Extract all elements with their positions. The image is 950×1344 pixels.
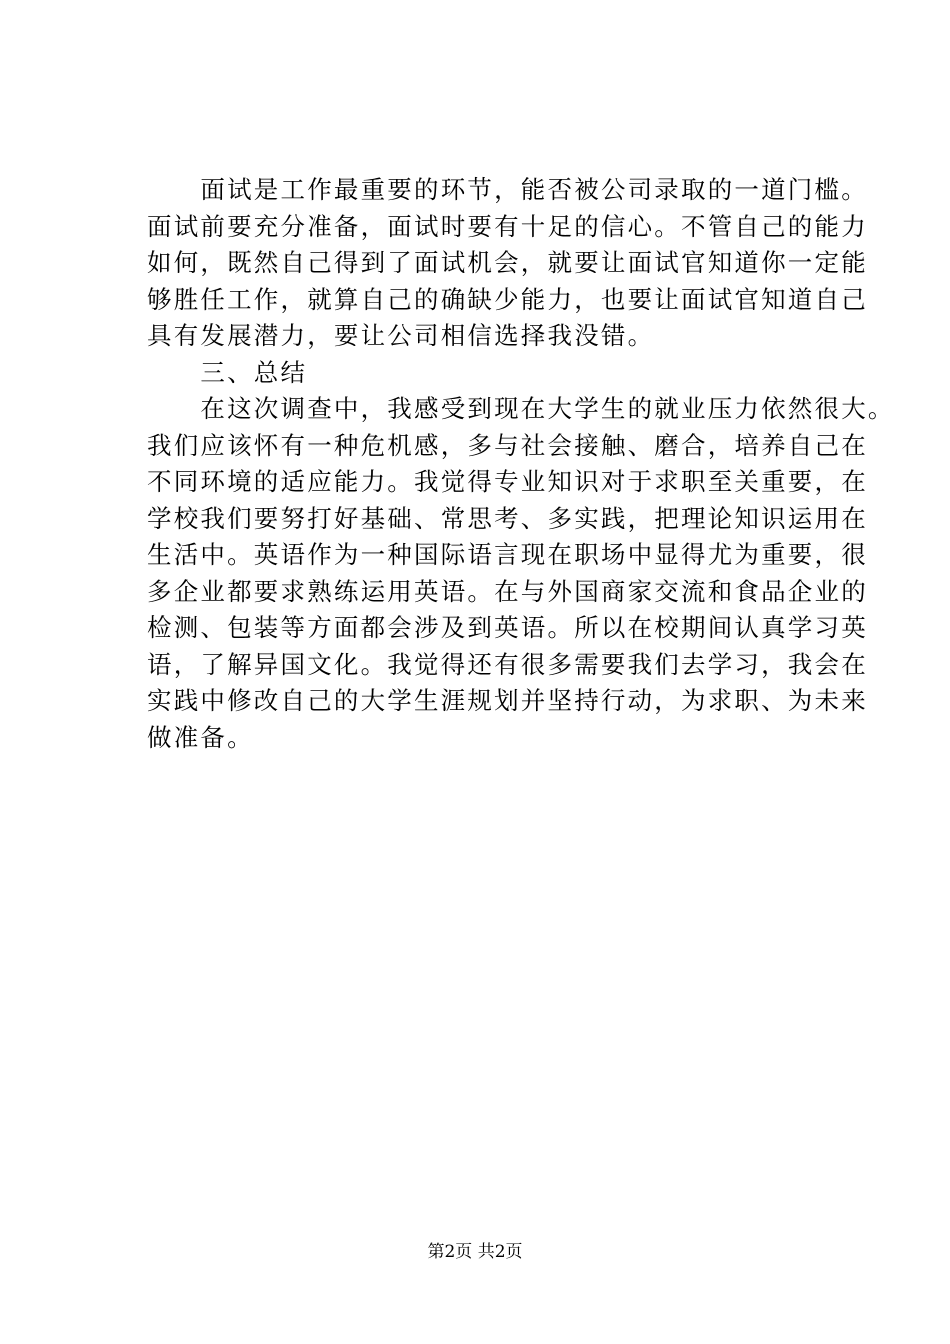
paragraph-line: 生活中。英语作为一种国际语言现在职场中显得尤为重要，很 <box>147 540 868 569</box>
paragraph-line: 不同环境的适应能力。我觉得专业知识对于求职至关重要，在 <box>147 467 868 496</box>
paragraph-line: 面试是工作最重要的环节，能否被公司录取的一道门槛。 <box>147 175 868 204</box>
paragraph-line: 面试前要充分准备，面试时要有十足的信心。不管自己的能力 <box>147 211 868 241</box>
paragraph-line: 够胜任工作，就算自己的确缺少能力，也要让面试官知道自己 <box>147 284 868 314</box>
paragraph-line: 语，了解异国文化。我觉得还有很多需要我们去学习，我会在 <box>147 649 868 679</box>
paragraph-line: 具有发展潜力，要让公司相信选择我没错。 <box>147 321 655 350</box>
document-body <box>147 172 895 756</box>
section-heading: 三、总结 <box>147 357 308 387</box>
page-number-footer: 第2页 共2页 <box>427 1242 523 1262</box>
paragraph-line: 实践中修改自己的大学生涯规划并坚持行动，为求职、为未来 <box>147 686 868 715</box>
paragraph-line: 在这次调查中，我感受到现在大学生的就业压力依然很大。 <box>147 394 895 423</box>
paragraph-line: 检测、包装等方面都会涉及到英语。所以在校期间认真学习英 <box>147 613 868 642</box>
paragraph-line: 多企业都要求熟练运用英语。在与外国商家交流和食品企业的 <box>147 576 868 606</box>
paragraph-line: 我们应该怀有一种危机感，多与社会接触、磨合，培养自己在 <box>147 430 868 460</box>
paragraph-line: 学校我们要努打好基础、常思考、多实践，把理论知识运用在 <box>147 503 868 533</box>
paragraph-line: 做准备。 <box>147 722 254 752</box>
paragraph-line: 如何，既然自己得到了面试机会，就要让面试官知道你一定能 <box>147 248 868 277</box>
